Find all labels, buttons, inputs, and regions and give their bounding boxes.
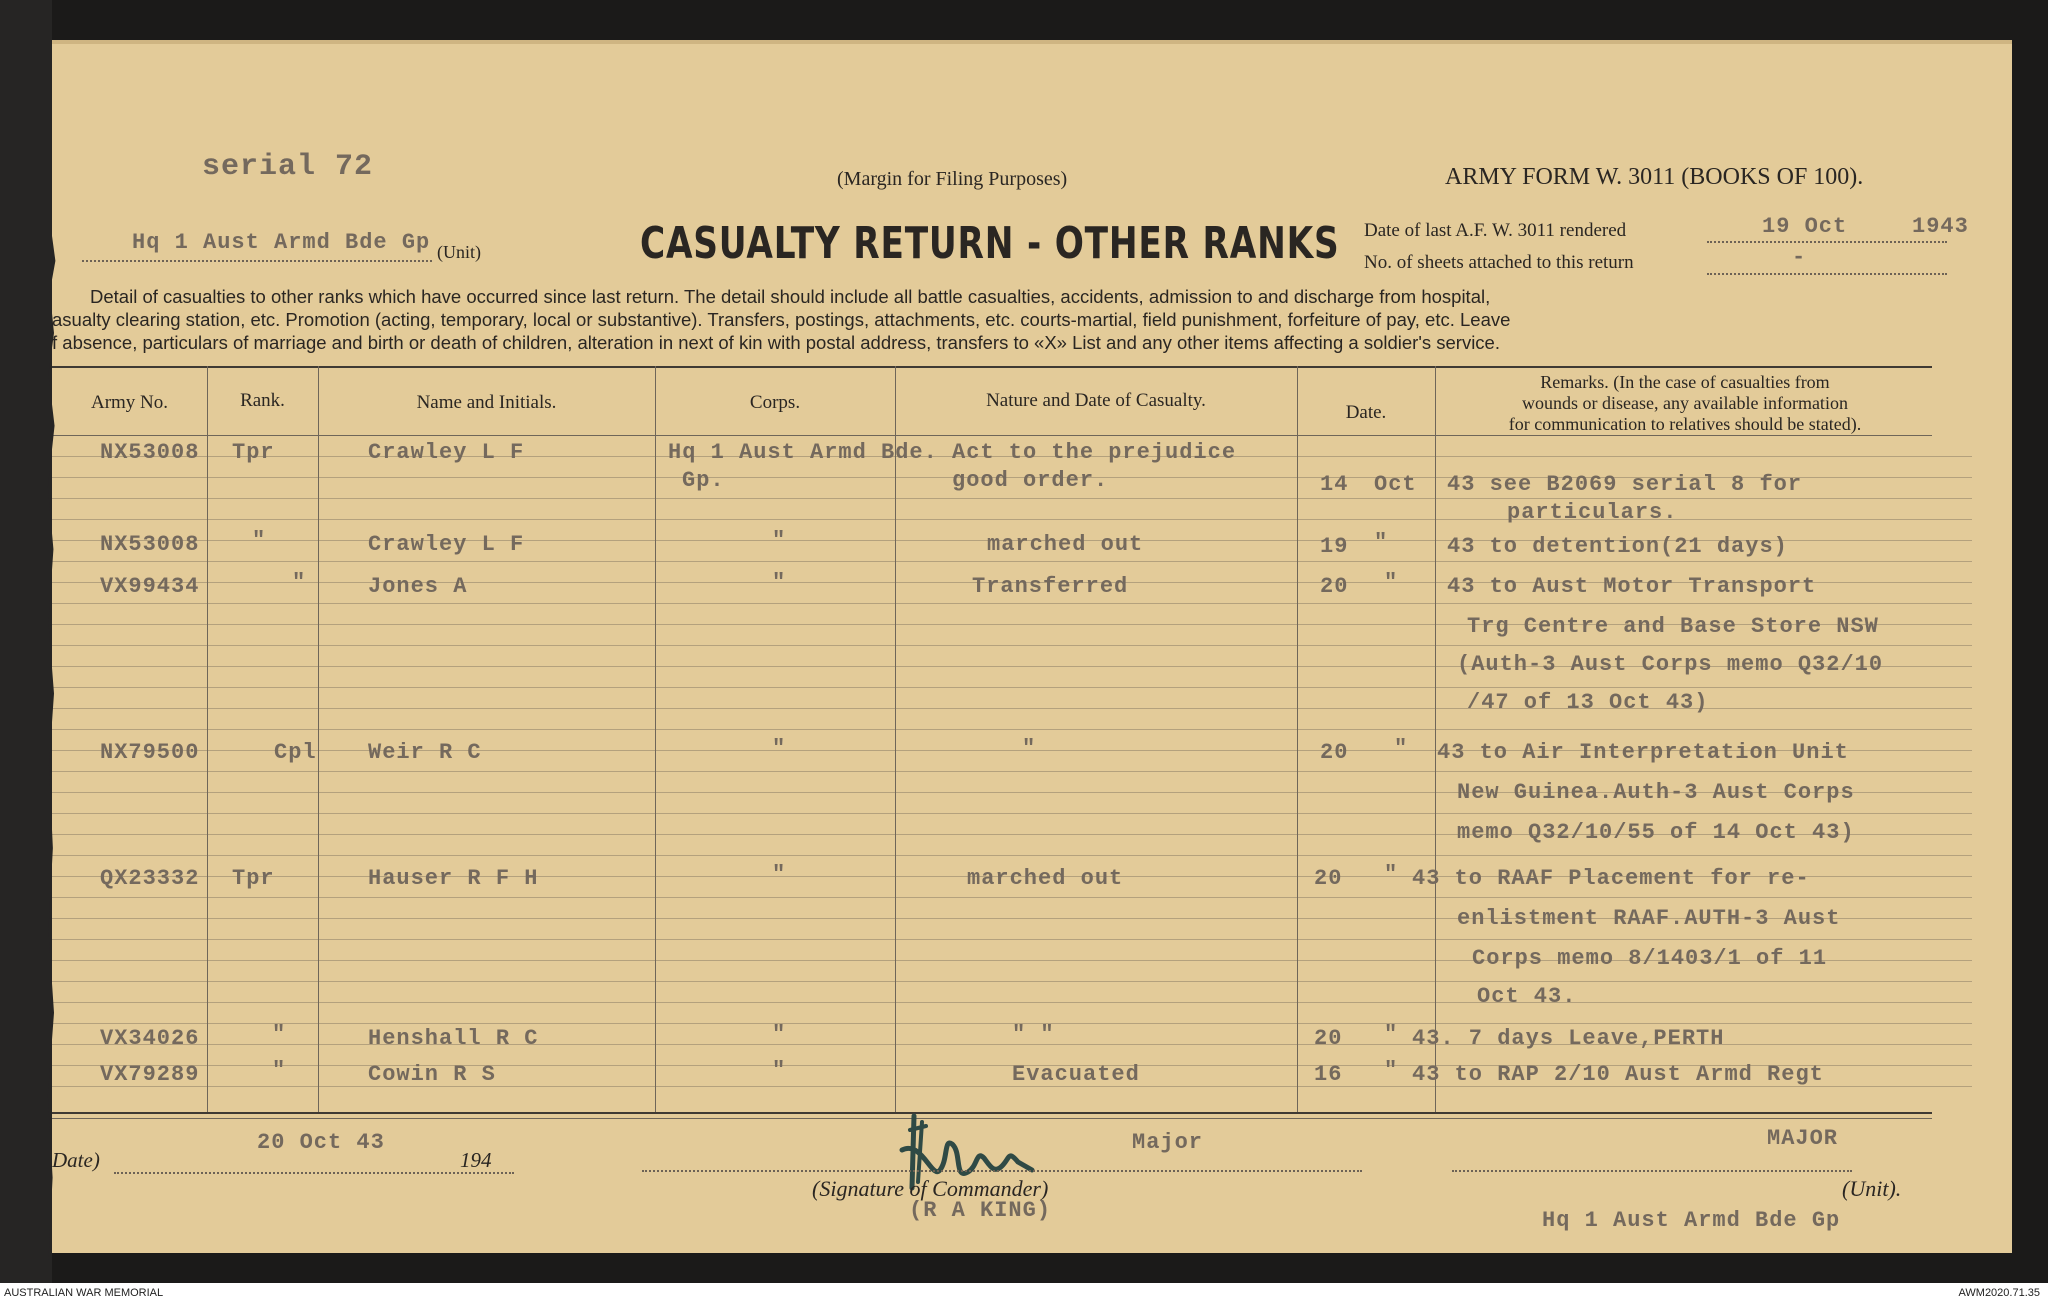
- archive-id: AWM2020.71.35: [1958, 1287, 2040, 1299]
- date-last-value: 19 Oct: [1762, 214, 1848, 239]
- remarks: particulars.: [1507, 500, 1678, 525]
- date-last-label: Date of last A.F. W. 3011 rendered: [1364, 220, 1627, 241]
- header-rank: Rank.: [240, 390, 285, 411]
- footer-date-year: 194: [460, 1148, 492, 1172]
- signature-label: (Signature of Commander): [812, 1176, 1049, 1201]
- nature: good order.: [952, 468, 1109, 493]
- corps: ": [772, 1058, 787, 1083]
- date-day: 20: [1320, 574, 1349, 599]
- col-divider: [1435, 366, 1436, 1112]
- paper-edge: [52, 40, 2012, 44]
- sheets-label: No. of sheets attached to this return: [1364, 252, 1634, 273]
- date-day: 16: [1314, 1062, 1343, 1087]
- date-day: 20: [1314, 866, 1343, 891]
- remarks: memo Q32/10/55 of 14 Oct 43): [1457, 820, 1855, 845]
- date-day: 14: [1320, 472, 1349, 497]
- nature: marched out: [987, 532, 1144, 557]
- remarks: Corps memo 8/1403/1 of 11: [1472, 946, 1828, 971]
- army-no: NX53008: [100, 532, 200, 557]
- date-month: ": [1384, 862, 1399, 887]
- nature: Transferred: [972, 574, 1129, 599]
- name-initials: Henshall R C: [368, 1026, 539, 1051]
- remarks: New Guinea.Auth-3 Aust Corps: [1457, 780, 1855, 805]
- unit-line-footer: [1452, 1170, 1852, 1172]
- date-last-year: 1943: [1912, 214, 1969, 239]
- nature: Evacuated: [1012, 1062, 1140, 1087]
- rank: ": [292, 570, 307, 595]
- army-form-number: ARMY FORM W. 3011 (BOOKS OF 100).: [1445, 164, 1864, 190]
- date-month: ": [1374, 530, 1389, 555]
- remarks: Trg Centre and Base Store NSW: [1467, 614, 1879, 639]
- corps: Hq 1 Aust Armd Bde.: [668, 440, 938, 465]
- nature: " ": [1012, 1022, 1055, 1047]
- army-no: QX23332: [100, 866, 200, 891]
- remarks: (Auth-3 Aust Corps memo Q32/10: [1457, 652, 1884, 677]
- footer-date-value: 20 Oct 43: [257, 1130, 385, 1155]
- col-divider: [895, 366, 896, 1112]
- remarks: 43. 7 days Leave,PERTH: [1412, 1026, 1725, 1051]
- remarks: 43 see B2069 serial 8 for: [1447, 472, 1803, 497]
- header-date: Date.: [1345, 402, 1387, 423]
- date-day: 20: [1314, 1026, 1343, 1051]
- name-initials: Cowin R S: [368, 1062, 496, 1087]
- date-month: ": [1394, 736, 1409, 761]
- corps: Gp.: [682, 468, 725, 493]
- col-divider: [655, 366, 656, 1112]
- header-nature: Nature and Date of Casualty.: [986, 390, 1206, 411]
- rank: Cpl: [274, 740, 317, 765]
- remarks: 43 to RAAF Placement for re-: [1412, 866, 1810, 891]
- corps: ": [772, 862, 787, 887]
- sheets-line: [1707, 273, 1947, 275]
- army-no: NX53008: [100, 440, 200, 465]
- rank: Tpr: [232, 440, 275, 465]
- date-day: 20: [1320, 740, 1349, 765]
- header-name: Name and Initials.: [416, 392, 557, 413]
- remarks: /47 of 13 Oct 43): [1467, 690, 1709, 715]
- rank: ": [272, 1022, 287, 1047]
- name-initials: Crawley L F: [368, 532, 525, 557]
- signature-line: [642, 1170, 1362, 1172]
- footer-unit-typed: Hq 1 Aust Armd Bde Gp: [1542, 1208, 1841, 1233]
- footer-date-line: [114, 1172, 514, 1174]
- army-no: NX79500: [100, 740, 200, 765]
- table-header-rule: [52, 435, 1932, 436]
- footer-unit-label: (Unit).: [1842, 1176, 1902, 1201]
- nature: Act to the prejudice: [952, 440, 1237, 465]
- header-remarks-line: wounds or disease, any available information: [1522, 393, 1848, 413]
- unit-rank-typed: MAJOR: [1767, 1126, 1839, 1151]
- army-no: VX99434: [100, 574, 200, 599]
- unit-label: (Unit): [437, 242, 481, 262]
- army-no: VX79289: [100, 1062, 200, 1087]
- col-divider: [207, 366, 208, 1112]
- form-title: CASUALTY RETURN - OTHER RANKS: [640, 218, 1340, 269]
- date-month: ": [1384, 1022, 1399, 1047]
- rank: ": [272, 1058, 287, 1083]
- date-month: Oct: [1374, 472, 1417, 497]
- date-month: ": [1384, 1058, 1399, 1083]
- detail-line-3: f absence, particulars of marriage and birth or death of children, alteration in next of kin with postal address, transfers to «X» List and any other items affecting a soldier's service.: [52, 332, 1500, 353]
- date-month: ": [1384, 570, 1399, 595]
- date-last-line: [1707, 241, 1947, 243]
- archive-caption: AUSTRALIAN WAR MEMORIAL: [4, 1287, 164, 1299]
- detail-line-1: Detail of casualties to other ranks which have occurred since last return. The detail should include all battle casualties, accidents, admission to and discharge from hospital,: [90, 286, 1491, 307]
- name-initials: Hauser R F H: [368, 866, 539, 891]
- corps: ": [772, 570, 787, 595]
- header-remarks-line: for communication to relatives should be stated).: [1508, 414, 1862, 434]
- name-initials: Crawley L F: [368, 440, 525, 465]
- col-divider: [1297, 366, 1298, 1112]
- signatory-rank: Major: [1132, 1130, 1204, 1155]
- date-day: 19: [1320, 534, 1349, 559]
- table-top-rule: [52, 366, 1932, 368]
- corps: ": [772, 1022, 787, 1047]
- remarks: 43 to RAP 2/10 Aust Armd Regt: [1412, 1062, 1824, 1087]
- detail-line-2: asualty clearing station, etc. Promotion (acting, temporary, local or substantive). Transfers, postings, attachments, etc. courts-martial, field punishment, forfeiture of pay, etc. Leave: [52, 309, 1511, 330]
- header-remarks-line: Remarks. (In the case of casualties from: [1540, 372, 1830, 392]
- casualty-return-form: [52, 40, 2012, 1253]
- remarks: 43 to Aust Motor Transport: [1447, 574, 1817, 599]
- col-divider: [318, 366, 319, 1112]
- army-no: VX34026: [100, 1026, 200, 1051]
- remarks: 43 to detention(21 days): [1447, 534, 1788, 559]
- nature: ": [1022, 736, 1037, 761]
- sheets-value: -: [1792, 245, 1807, 270]
- remarks: 43 to Air Interpretation Unit: [1437, 740, 1849, 765]
- corps: ": [772, 736, 787, 761]
- header-army-no: Army No.: [90, 392, 169, 413]
- unit-value: Hq 1 Aust Armd Bde Gp: [132, 230, 431, 255]
- rank: Tpr: [232, 866, 275, 891]
- margin-note: (Margin for Filing Purposes): [837, 168, 1068, 190]
- nature: marched out: [967, 866, 1124, 891]
- serial-number: serial 72: [202, 150, 374, 184]
- name-initials: Jones A: [368, 574, 468, 599]
- unit-line: [82, 260, 432, 262]
- remarks: Oct 43.: [1477, 984, 1577, 1009]
- rank: ": [252, 528, 267, 553]
- name-initials: Weir R C: [368, 740, 482, 765]
- caption-bar: [0, 1283, 2048, 1304]
- remarks: enlistment RAAF.AUTH-3 Aust: [1457, 906, 1841, 931]
- header-remarks: [1435, 372, 1935, 435]
- footer-date-label: Date): [52, 1148, 100, 1172]
- signatory-name: (R A KING): [909, 1198, 1052, 1223]
- header-corps: Corps.: [749, 392, 801, 413]
- corps: ": [772, 528, 787, 553]
